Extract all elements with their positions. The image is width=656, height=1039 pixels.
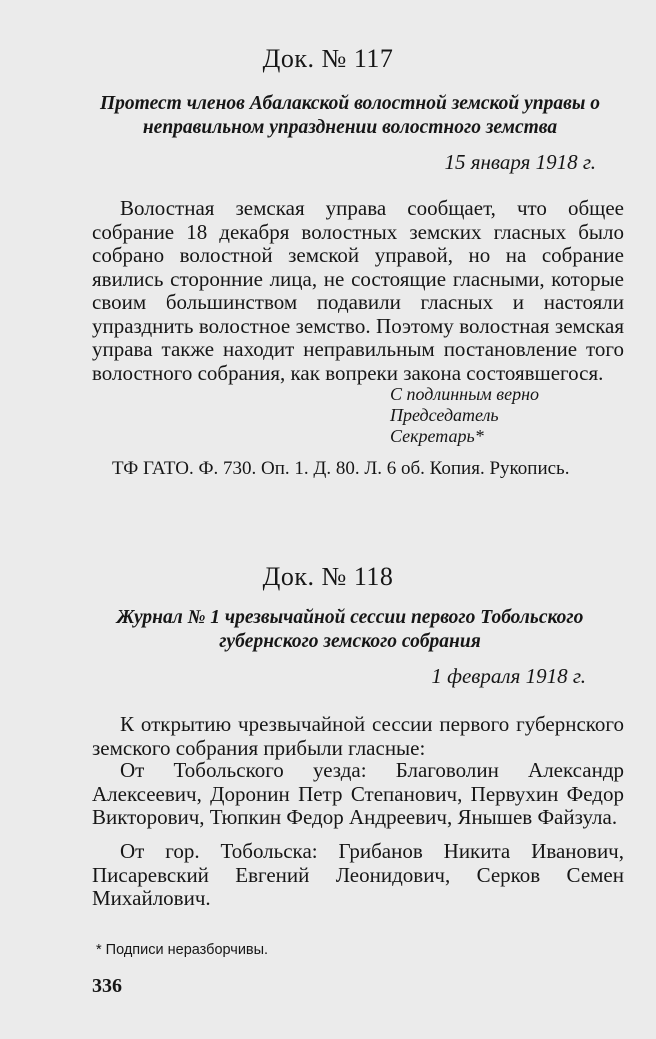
doc-118-intro: К открытию чрезвычайной сессии первого губернского земского собрания прибыли гласные: [92, 712, 624, 760]
doc-117-heading: Док. № 117 [262, 44, 394, 73]
doc-118-heading: Док. № 118 [262, 562, 394, 591]
signature-certified: С подлинным верно [390, 384, 539, 404]
doc-117-archive-reference: ТФ ГАТО. Ф. 730. Оп. 1. Д. 80. Л. 6 об. Копия. Рукопись. [112, 458, 570, 479]
doc-118-city-delegates: От гор. Тобольска: Грибанов Никита Иванович, Писаревский Евгений Леонидович, Серков Семен Михайлович. [92, 839, 624, 910]
doc-117-signatures [390, 384, 630, 447]
page-number: 336 [92, 975, 122, 997]
signature-secretary: Секретарь* [390, 426, 484, 446]
doc-118-title: Журнал № 1 чрезвычайной сессии первого Тобольского губернского земского собрания [116, 607, 584, 652]
doc-117-title: Протест членов Абалакской волостной земской управы о неправильном упразднении волостного земства [100, 93, 600, 138]
footnote: * Подписи неразборчивы. [96, 942, 269, 958]
doc-118-date: 1 февраля 1918 г. [431, 664, 586, 688]
doc-117-body: Волостная земская управа сообщает, что общее собрание 18 декабря волостных земских гласных было собрано волостной земской управой, но на собрание явились сторонние лица, не состоящие гласными, которые своим большинством подавили гласных и настояли упразднить волостное земство. Поэтому волостная земская управа также находит неправильным постановление того волостного собрания, как вопреки закона состоявшегося. [92, 196, 624, 385]
doc-117-date: 15 января 1918 г. [444, 150, 596, 174]
doc-118-uezd-delegates: От Тобольского уезда: Благоволин Александр Алексеевич, Доронин Петр Степанович, Первухин Федор Викторович, Тюпкин Федор Андреевич, Янышев Файзула. [92, 758, 624, 829]
signature-chairman: Председатель [390, 405, 499, 425]
